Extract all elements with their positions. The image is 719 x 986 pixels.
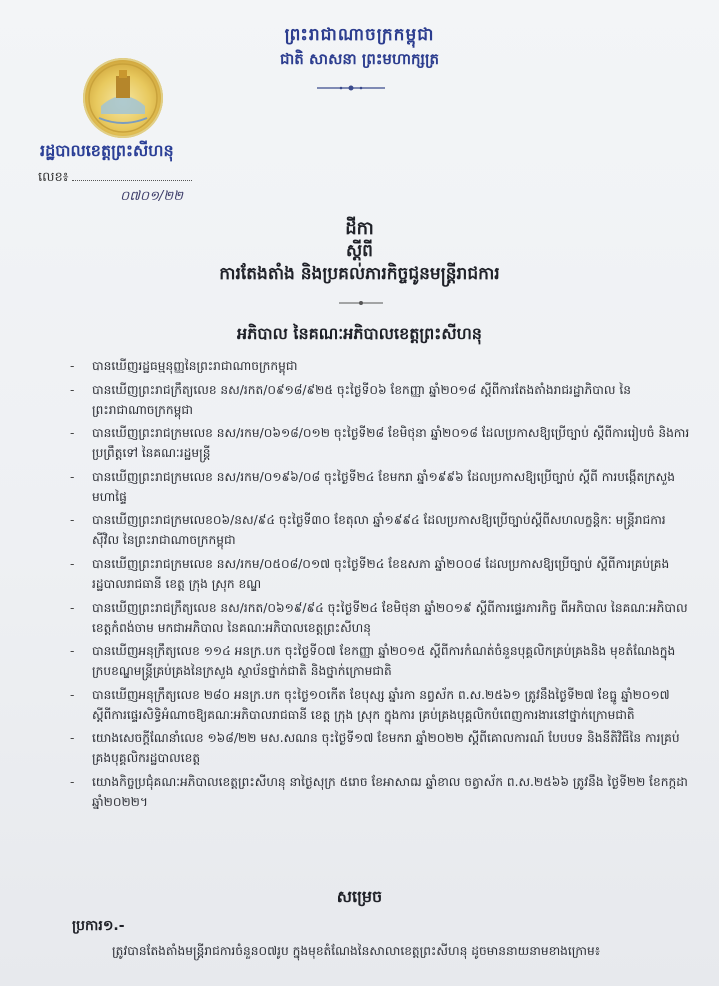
article-text: ត្រូវបានតែងតាំងមន្ត្រីរាជការចំនួន០៧រូប ក្នុងមុខតំណែងនៃសាលាខេត្តព្រះសីហនុ ដូចមាននាយនាមខាងក្រោម៖ [112,944,601,958]
decision-heading: សម្រេច [336,887,383,906]
list-item: - យោងកិច្ចប្រជុំគណៈអភិបាលខេត្តព្រះសីហនុ នាថ្ងៃសុក្រ ៥រោច ខែអាសាឍ ឆ្នាំខាល ចត្វាស័ក ព.ស.២៥៦៦ ត្រូវនឹង ថ្ងៃទី២២ ខែកក្កដា ឆ្នាំ២០២២។ [92,772,692,812]
list-item: - បានឃើញព្រះរាជក្រមលេខ នស/រកម/០៥០៨/០១៧ ចុះថ្ងៃទី២៤ ខែឧសភា ឆ្នាំ២០០៨ ដែលប្រកាសឱ្យប្រើច្បាប់ ស្តីពីការគ្រប់គ្រងរដ្ឋបាលរាជធានី ខេត្ត ក្រុង ស្រុក ខណ្ឌ [92,554,692,594]
reference-label: លេខ៖ [38,170,69,185]
list-item: - បានឃើញព្រះរាជក្រមលេខ០៦/នស/៩៤ ចុះថ្ងៃទី៣០ ខែតុលា ឆ្នាំ១៩៩៤ ដែលប្រកាសឱ្យប្រើច្បាប់ស្តីពីសហលក្ខន្តិកៈ មន្ត្រីរាជការស៊ីវិល នៃព្រះរាជាណាចក្រកម្ពុជា [92,510,692,550]
issuing-authority: អភិបាល នៃគណៈអភិបាលខេត្តព្រះសីហនុ [237,324,482,343]
list-item: - បានឃើញព្រះរាជក្រមលេខ នស/រកម/០១៩៦/០៨ ចុះថ្ងៃទី២៤ ខែមករា ឆ្នាំ១៩៩៦ ដែលប្រកាសឱ្យប្រើច្បាប់ ស្តីពី ការបង្កើតក្រសួងមហាផ្ទៃ [92,467,692,507]
list-item: - បានឃើញព្រះរាជក្រឹត្យលេខ នស/រកត/០៩១៨/៩២៥ ចុះថ្ងៃទី០៦ ខែកញ្ញា ឆ្នាំ២០១៨ ស្តីពីការតែងតាំងរាជរដ្ឋាភិបាល នៃព្រះរាជាណាចក្រកម្ពុជា [92,380,692,420]
national-motto: ជាតិ សាសនា ព្រះមហាក្សត្រ [280,50,439,68]
handwritten-reference: ០៧០១/២២ [120,189,183,204]
list-item: - យោងសេចក្តីណែនាំលេខ ១៦៨/២២ មស.សណន ចុះថ្ងៃទី១៧ ខែមករា ឆ្នាំ២០២២ ស្តីពីគោលការណ៍ បែបបទ និងនីតិវិធីនៃ ការគ្រប់គ្រងបុគ្គលិករដ្ឋបាលខេត្ត [92,728,692,768]
subject-label: ស្តីពី [346,241,373,261]
kingdom-title: ព្រះរាជាណាចក្រកម្ពុជា [284,25,435,45]
list-item: - បានឃើញព្រះរាជក្រឹត្យលេខ នស/រកត/០៦១៩/៩៤ ចុះថ្ងៃទី២៤ ខែមិថុនា ឆ្នាំ២០១៩ ស្តីពីការផ្ទេរភារកិច្ច ពីអភិបាល នៃគណៈអភិបាលខេត្តកំពង់ចាម មកជាអភិបាល នៃគណៈអភិបាលខេត្តព្រះសីហនុ [92,598,692,638]
article-label: ប្រការ១.- [72,918,125,934]
list-item: - បានឃើញអនុក្រឹត្យលេខ ១១៤ អនក្រ.បក ចុះថ្ងៃទី០៧ ខែកញ្ញា ឆ្នាំ២០១៥ ស្តីពីការកំណត់ចំនួនបុគ្គលិកគ្រប់គ្រងនិង មុខតំណែងក្នុងក្របខណ្ឌមន្ត្រីគ្រប់គ្រងនៃក្រសួង ស្ថាប័នថ្នាក់ជាតិ និងថ្នាក់ក្រោមជាតិ [92,641,692,681]
reference-dotted-line [72,168,192,181]
document-type: ដីកា [345,218,374,239]
reference-number [38,168,192,188]
legal-references-list [92,356,692,816]
list-item: - បានឃើញរដ្ឋធម្មនុញ្ញនៃព្រះរាជាណាចក្រកម្ពុជា [92,356,692,376]
list-item: - បានឃើញព្រះរាជក្រមលេខ នស/រកម/០៦១៨/០១២ ចុះថ្ងៃទី២៨ ខែមិថុនា ឆ្នាំ២០១៨ ដែលប្រកាសឱ្យប្រើច្បាប់ ស្តីពីការរៀបចំ និងការប្រព្រឹត្តទៅ នៃគណៈរដ្ឋមន្ត្រី [92,423,692,463]
office-name: រដ្ឋបាលខេត្តព្រះសីហនុ [40,141,174,160]
provincial-seal-icon [83,58,163,138]
divider-ornament-icon [337,300,385,306]
document-subject: ការតែងតាំង និងប្រគល់ភារកិច្ចជូនមន្ត្រីរាជការ [219,264,500,284]
list-item: - បានឃើញអនុក្រឹត្យលេខ ២៨០ អនក្រ.បក ចុះថ្ងៃ១០កើត ខែបុស្ស ឆ្នាំរកា នព្វស័ក ព.ស.២៥៦១ ត្រូវនឹងថ្ងៃទី២៧ ខែធ្នូ ឆ្នាំ២០១៧ ស្តីពីការផ្ទេរសិទ្ធិអំណាចឱ្យគណៈអភិបាលរាជធានី ខេត្ត ក្រុង ស្រុក ក្នុងការ គ្រប់គ្រងបុគ្គលិកបំពេញការងារនៅថ្នាក់ក្រោមជាតិ [92,685,692,725]
header-ornament-icon [315,84,387,92]
